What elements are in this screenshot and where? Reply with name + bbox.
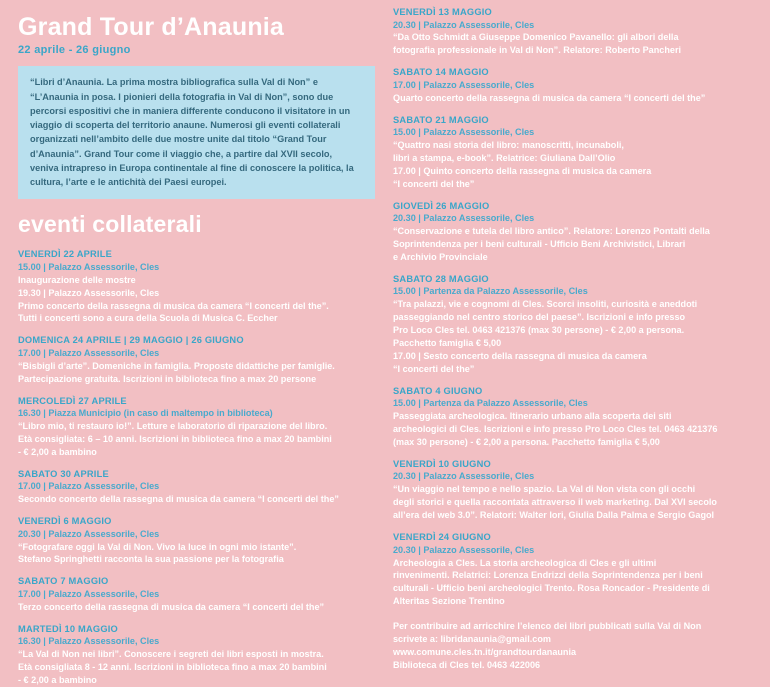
event-line: Secondo concerto della rassegna di musica da camera “I concerti del the” [18, 494, 339, 505]
event-line: - € 2,00 a bambino [18, 446, 97, 457]
event-line: 20.30 | Palazzo Assessorile, Cles [18, 528, 160, 539]
event-line: 15.00 | Partenza da Palazzo Assessorile, Cles [393, 286, 588, 297]
event-line: “Da Otto Schmidt a Giuseppe Domenico Pavanello: gli albori della [393, 32, 679, 43]
event-line: 16.30 | Palazzo Assessorile, Cles [18, 636, 160, 647]
event-line: “I concerti del the” [393, 178, 475, 189]
section-title: eventi collaterali [18, 211, 202, 238]
event-date: SABATO 7 MAGGIO [18, 576, 109, 587]
footer-line: Biblioteca di Cles tel. 0463 422006 [393, 659, 541, 670]
event-line: “La Val di Non nei libri”. Conoscere i segreti dei libri esposti in mostra. [18, 649, 324, 660]
left-column [0, 0, 385, 686]
event-line: 15.00 | Palazzo Assessorile, Cles [393, 127, 535, 138]
event-entry [393, 200, 756, 264]
intro-paragraph: “Libri d’Anaunia. La prima mostra bibliografica sulla Val di Non” e “L’Anaunia in posa. I pionieri della fotografia in Val di Non”, sono due percorsi espositivi che in maniera differente conducono il visitatore in un viaggio di scoperta del territorio anaune. Numerosi gli eventi collaterali organizzati nell’ambito delle due mostre unite dal titolo “Grand Tour d’Anaunia”. Grand Tour come il viaggio che, a partire dal XVII secolo, veniva intrapreso in Europa continentale al fine di conoscere la politica, la cultura, l’arte e le antichità dei Paesi europei. [18, 66, 375, 199]
footer-line: Per contribuire ad arricchire l’elenco dei libri pubblicati sulla Val di Non [393, 621, 702, 632]
event-line: 20.30 | Palazzo Assessorile, Cles [393, 19, 535, 30]
event-dates: 22 aprile - 26 giugno [18, 44, 131, 57]
event-date: SABATO 30 APRILE [18, 468, 109, 479]
event-line: Primo concerto della rassegna di musica da camera “I concerti del the”. [18, 300, 329, 311]
event-date: VENERDÌ 6 MAGGIO [18, 516, 112, 527]
event-line: Pro Loco Cles tel. 0463 421376 (max 30 persone) - € 2,00 a persona. [393, 325, 685, 336]
event-line: all’era del web 3.0”. Relatori: Walter Iori, Giulia Dalla Palma e Sergio Gagol [393, 510, 715, 521]
event-line: fotografia professionale in Val di Non”. Relatore: Roberto Pancheri [393, 45, 682, 56]
event-line: archeologici di Cles. Iscrizioni e info presso Pro Loco Cles tel. 0463 421376 [393, 424, 718, 435]
event-date: SABATO 14 MAGGIO [393, 67, 489, 78]
right-column [385, 0, 770, 670]
event-entry [393, 385, 756, 449]
event-date: MERCOLEDÌ 27 APRILE [18, 395, 127, 406]
event-entry [18, 623, 375, 687]
event-date: VENERDÌ 10 GIUGNO [393, 458, 491, 469]
event-line: culturali - Ufficio beni archeologici Trento. Rosa Roncador - Presidente di [393, 583, 710, 594]
event-line: Inaugurazione delle mostre [18, 274, 136, 285]
page-title: Grand Tour d’Anaunia [18, 13, 285, 41]
right-events-list [393, 6, 756, 608]
footer-contact-block [393, 620, 756, 672]
event-line: 15.00 | Partenza da Palazzo Assessorile, Cles [393, 398, 588, 409]
event-line: Alteritas Sezione Trentino [393, 596, 505, 607]
event-line: 20.30 | Palazzo Assessorile, Cles [393, 544, 535, 555]
event-entry [393, 531, 756, 608]
event-line: Archeologia a Cles. La storia archeologica di Cles e gli ultimi [393, 557, 657, 568]
event-line: “Tra palazzi, vie e cognomi di Cles. Scorci insoliti, curiosità e aneddoti [393, 299, 698, 310]
event-line: 20.30 | Palazzo Assessorile, Cles [393, 471, 535, 482]
event-entry [18, 468, 375, 506]
event-line: 20.30 | Palazzo Assessorile, Cles [393, 213, 535, 224]
event-line: “Un viaggio nel tempo e nello spazio. La Val di Non vista con gli occhi [393, 484, 696, 495]
event-date: VENERDÌ 13 MAGGIO [393, 7, 492, 17]
event-line: “Conservazione e tutela del libro antico”. Relatore: Lorenzo Pontalti della [393, 226, 710, 237]
event-line: libri a stampa, e-book”. Relatrice: Giuliana Dall’Olio [393, 152, 616, 163]
event-line: Età consigliata: 6 – 10 anni. Iscrizioni in biblioteca fino a max 20 bambini [18, 433, 332, 444]
footer-line: scrivete a: libridanaunia@gmail.com [393, 634, 551, 645]
event-entry [18, 334, 375, 385]
event-entry [393, 273, 756, 376]
event-line: 17.00 | Quinto concerto della rassegna di musica da camera [393, 165, 652, 176]
event-line: 17.00 | Palazzo Assessorile, Cles [18, 347, 160, 358]
event-line: rinvenimenti. Relatrici: Lorenza Endrizzi della Soprintendenza per i beni [393, 570, 703, 581]
event-line: “I concerti del the” [393, 363, 475, 374]
event-entry [393, 66, 756, 104]
event-line: Stefano Springhetti racconta la sua passione per la fotografia [18, 554, 284, 565]
event-date: SABATO 28 MAGGIO [393, 273, 489, 284]
event-date: SABATO 4 GIUGNO [393, 385, 483, 396]
event-entry [18, 575, 375, 613]
event-line: Tutti i concerti sono a cura della Scuola di Musica C. Eccher [18, 313, 278, 324]
event-line: Passeggiata archeologica. Itinerario urbano alla scoperta dei siti [393, 411, 672, 422]
event-line: “Bisbigli d’arte”. Domeniche in famiglia. Proposte didattiche per famiglie. [18, 360, 335, 371]
event-entry [393, 114, 756, 191]
event-line: 16.30 | Piazza Municipio (in caso di maltempo in biblioteca) [18, 408, 273, 419]
event-line: 17.00 | Palazzo Assessorile, Cles [18, 481, 160, 492]
event-entry [18, 395, 375, 459]
event-line: 19.30 | Palazzo Assessorile, Cles [18, 287, 160, 298]
event-date: GIOVEDÌ 26 MAGGIO [393, 200, 490, 211]
event-line: (max 30 persone) - € 2,00 a persona. Pacchetto famiglia € 5,00 [393, 437, 660, 448]
event-line: Soprintendenza per i beni culturali - Ufficio Beni Archivistici, Librari [393, 239, 686, 250]
event-line: e Archivio Provinciale [393, 251, 488, 262]
event-date: VENERDÌ 24 GIUGNO [393, 532, 491, 543]
event-entry [18, 248, 375, 325]
event-entry [393, 6, 756, 57]
event-entry [18, 515, 375, 566]
event-date: SABATO 21 MAGGIO [393, 114, 489, 125]
event-entry [393, 458, 756, 522]
event-line: Età consigliata 8 - 12 anni. Iscrizioni in biblioteca fino a max 20 bambini [18, 662, 327, 673]
event-line: Pacchetto famiglia € 5,00 [393, 338, 502, 349]
left-events-list [18, 248, 375, 687]
event-line: Quarto concerto della rassegna di musica da camera “I concerti del the” [393, 92, 706, 103]
event-line: “Fotografare oggi la Val di Non. Vivo la luce in ogni mio istante”. [18, 541, 297, 552]
event-line: Terzo concerto della rassegna di musica da camera “I concerti del the” [18, 601, 325, 612]
event-line: 17.00 | Palazzo Assessorile, Cles [393, 79, 535, 90]
event-line: “Libro mio, ti restauro io!”. Letture e laboratorio di riparazione del libro. [18, 421, 328, 432]
event-line: Partecipazione gratuita. Iscrizioni in biblioteca fino a max 20 persone [18, 373, 317, 384]
event-line: degli storici e quella raccontata attraverso il web marketing. Dal XVI secolo [393, 497, 717, 508]
event-line: 17.00 | Palazzo Assessorile, Cles [18, 588, 160, 599]
event-line: “Quattro nasi storia del libro: manoscritti, incunaboli, [393, 140, 624, 151]
event-date: MARTEDÌ 10 MAGGIO [18, 623, 118, 634]
event-line: passeggiando nel centro storico del paese”. Iscrizioni e info presso [393, 312, 686, 323]
event-line: - € 2,00 a bambino [18, 675, 97, 686]
event-date: DOMENICA 24 APRILE | 29 MAGGIO | 26 GIUGNO [18, 335, 244, 346]
event-line: 17.00 | Sesto concerto della rassegna di musica da camera [393, 350, 647, 361]
footer-line: www.comune.cles.tn.it/grandtourdanaunia [393, 647, 577, 657]
event-line: 15.00 | Palazzo Assessorile, Cles [18, 261, 160, 272]
event-date: VENERDÌ 22 APRILE [18, 249, 112, 260]
